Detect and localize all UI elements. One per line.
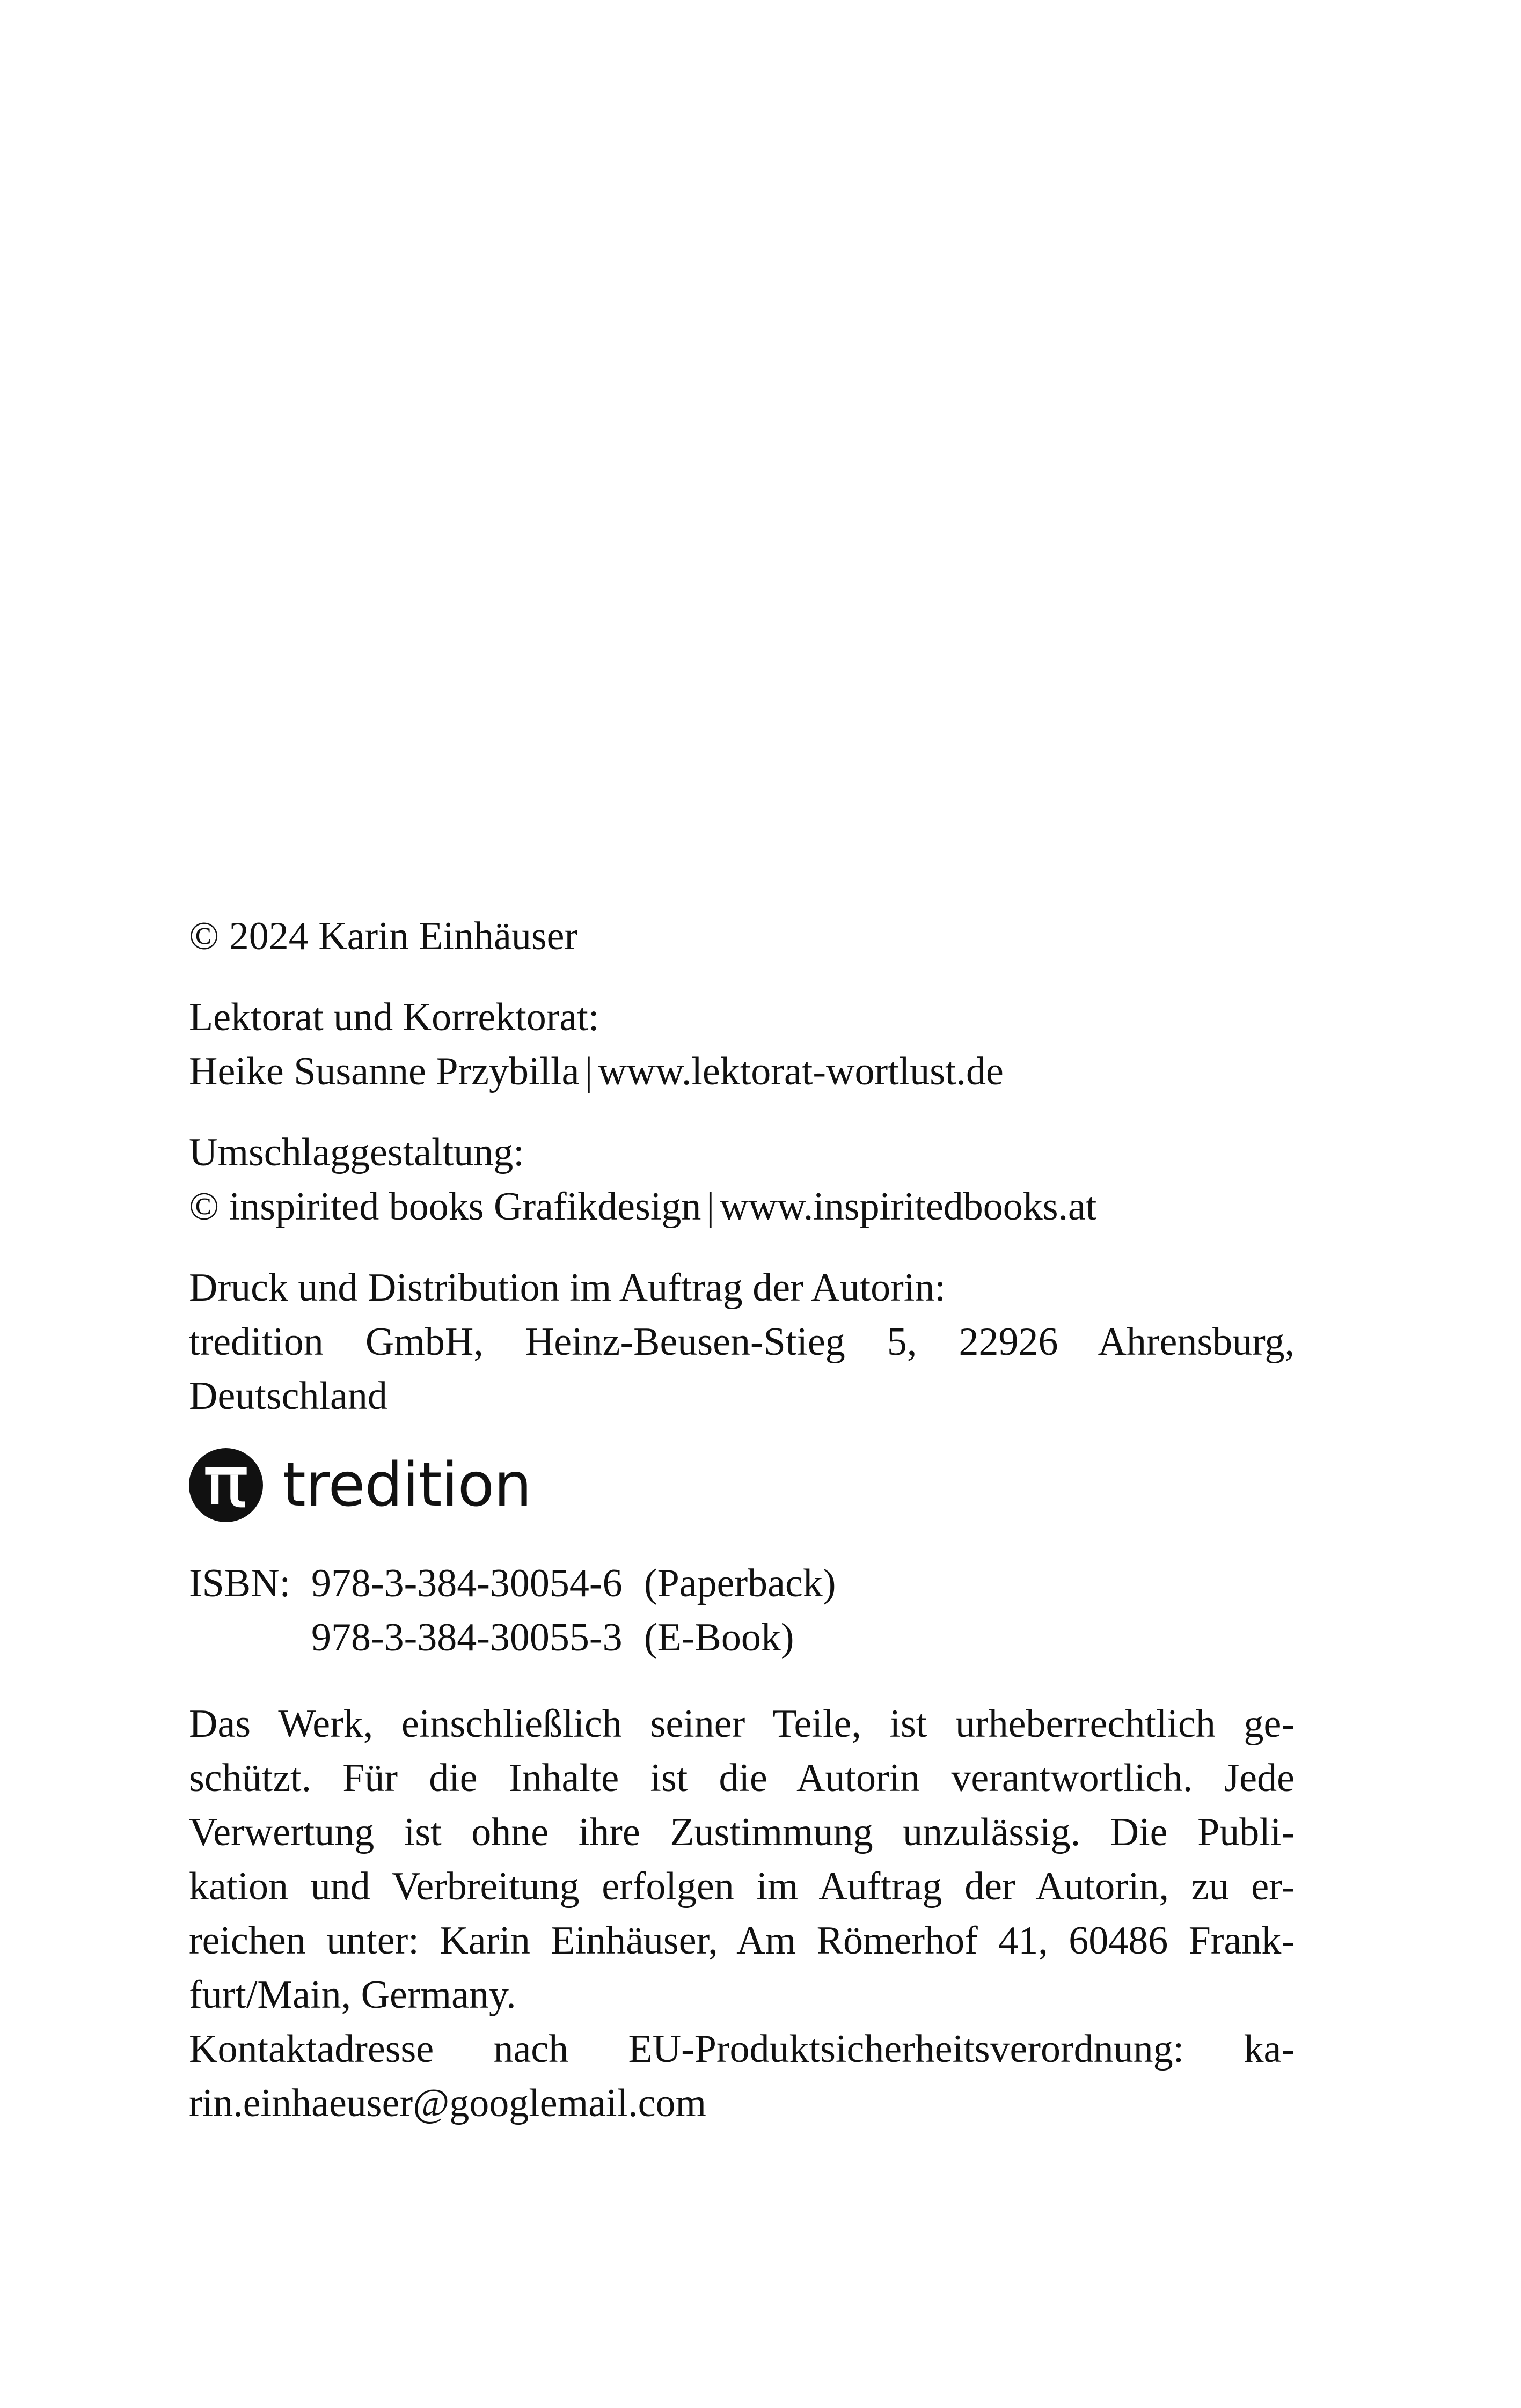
- isbn-row-paperback: [189, 1557, 1295, 1611]
- editor-url: www.lektorat-wortlust.de: [598, 1049, 1004, 1093]
- imprint-page: [189, 909, 1295, 2131]
- isbn-label: ISBN:: [189, 1561, 291, 1605]
- legal-notice: [189, 1697, 1295, 2131]
- editing-heading: Lektorat und Korrektorat:: [189, 995, 599, 1039]
- isbn-format: (Paperback): [644, 1561, 836, 1605]
- copyright-notice: [189, 909, 1295, 964]
- legal-line: kation und Verbreitung erfolgen im Auftrag der Autorin, zu er-: [189, 1864, 1295, 1908]
- isbn-number: 978-3-384-30055-3: [311, 1616, 623, 1660]
- copyright-text: © 2024 Karin Einhäuser: [189, 914, 578, 958]
- isbn-format: (E-Book): [644, 1616, 794, 1660]
- legal-line: Das Werk, einschließlich seiner Teile, ist urheberrechtlich ge-: [189, 1702, 1295, 1746]
- legal-line: schützt. Für die Inhalte ist die Autorin verantwortlich. Jede: [189, 1756, 1295, 1800]
- tredition-logo: [189, 1445, 1295, 1525]
- cover-credit: [189, 1126, 1295, 1234]
- isbn-label-spacer: [189, 1611, 311, 1665]
- cover-url: www.inspiritedbooks.at: [720, 1185, 1097, 1229]
- distribution-credit: [189, 1261, 1295, 1423]
- legal-line: reichen unter: Karin Einhäuser, Am Römerhof 41, 60486 Frank-: [189, 1919, 1295, 1963]
- distribution-address: tredition GmbH, Heinz-Beusen-Stieg 5, 22926 Ahrensburg,: [189, 1320, 1295, 1364]
- distribution-heading: Druck und Distribution im Auftrag der Autorin:: [189, 1266, 946, 1310]
- editing-line: [189, 1045, 1295, 1099]
- legal-line: Verwertung ist ohne ihre Zustimmung unzulässig. Die Publi-: [189, 1810, 1295, 1854]
- cover-heading: Umschlaggestaltung:: [189, 1130, 524, 1174]
- contact-line: Kontaktadresse nach EU-Produktsicherheitsverordnung: ka-: [189, 2027, 1295, 2071]
- editing-separator: |: [584, 1049, 593, 1093]
- tredition-wordmark: tredition: [282, 1450, 532, 1520]
- isbn-block: [189, 1557, 1295, 1665]
- tredition-logo-icon: [189, 1448, 263, 1522]
- cover-line: [189, 1180, 1295, 1234]
- isbn-number: 978-3-384-30054-6: [311, 1561, 623, 1605]
- cover-designer: © inspirited books Grafikdesign: [189, 1185, 701, 1229]
- editing-credit: [189, 990, 1295, 1099]
- cover-separator: |: [706, 1185, 715, 1229]
- contact-email: rin.einhaeuser@googlemail.com: [189, 2081, 707, 2125]
- editor-name: Heike Susanne Przybilla: [189, 1049, 580, 1093]
- isbn-row-ebook: [189, 1611, 1295, 1665]
- legal-last-line: furt/Main, Germany.: [189, 1973, 516, 2017]
- distribution-country: Deutschland: [189, 1374, 387, 1418]
